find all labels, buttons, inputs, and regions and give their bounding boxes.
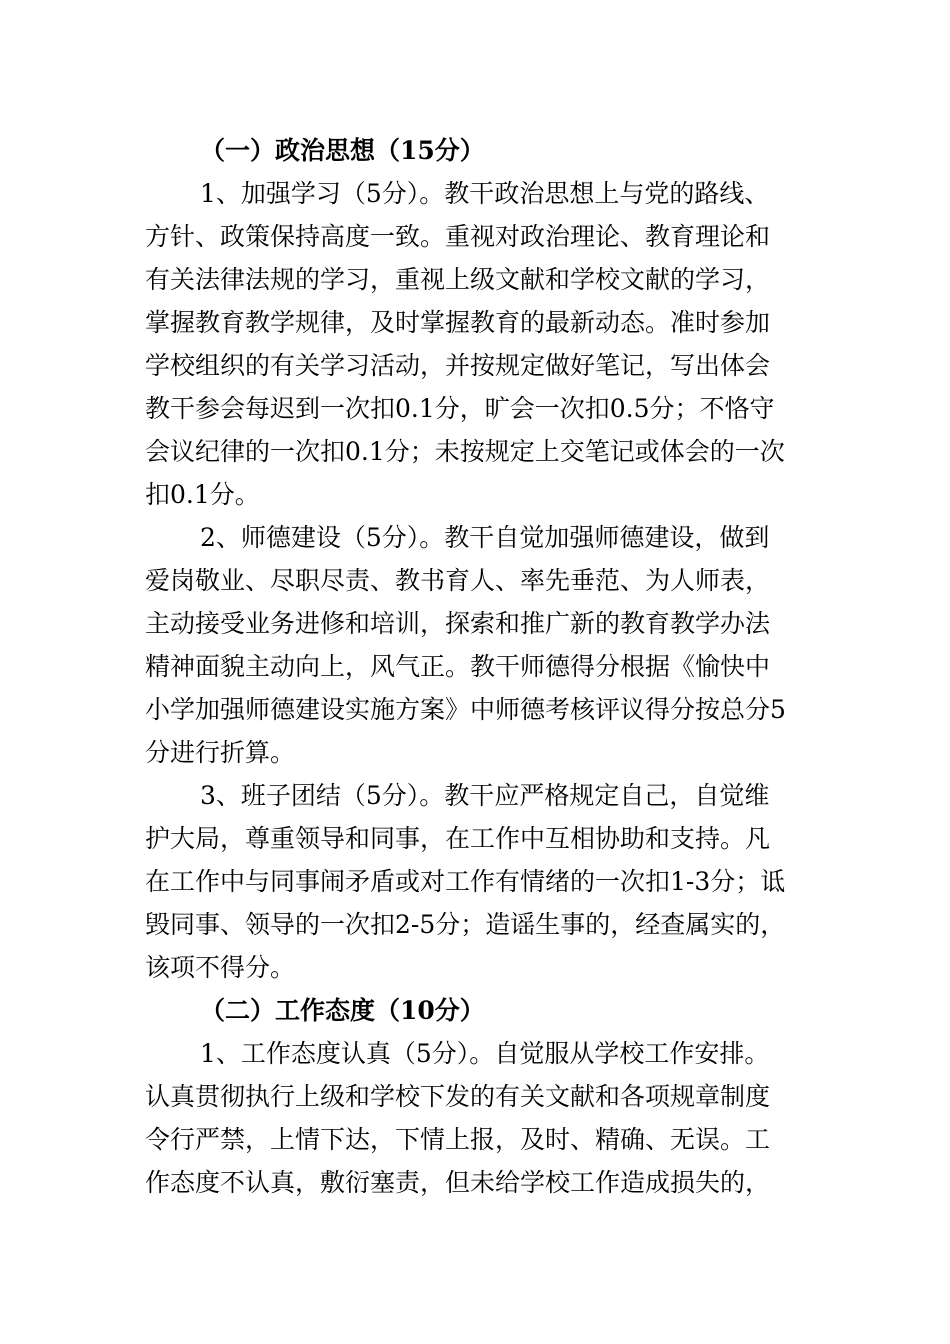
paragraph-line: 掌握教育教学规律，及时掌握教育的最新动态。准时参加 [145, 308, 771, 337]
paragraph-line: 该项不得分。 [145, 953, 296, 982]
section-heading-work-attitude: （二）工作态度（10分） [200, 996, 485, 1025]
paragraph-line: 爱岗敬业、尽职尽责、教书育人、率先垂范、为人师表， [145, 566, 771, 595]
paragraph-line: 令行严禁，上情下达，下情上报，及时、精确、无误。工 [145, 1125, 771, 1154]
paragraph-line: 1、工作态度认真（5分）。自觉服从学校工作安排。 [200, 1039, 770, 1068]
paragraph-line: 分进行折算。 [145, 738, 296, 767]
section-heading-political-thought: （一）政治思想（15分） [200, 136, 485, 165]
paragraph-line: 毁同事、领导的一次扣2-5分；造谣生事的，经查属实的， [145, 910, 786, 939]
paragraph-line: 小学加强师德建设实施方案》中师德考核评议得分按总分5 [145, 695, 786, 724]
paragraph-line: 扣0.1分。 [145, 480, 260, 509]
paragraph-line: 3、班子团结（5分）。教干应严格规定自己，自觉维 [200, 781, 770, 810]
paragraph-line: 学校组织的有关学习活动，并按规定做好笔记，写出体会 [145, 351, 771, 380]
paragraph-line: 认真贯彻执行上级和学校下发的有关文献和各项规章制度 [145, 1082, 771, 1111]
paragraph-line: 2、师德建设（5分）。教干自觉加强师德建设，做到 [200, 523, 770, 552]
paragraph-line: 方针、政策保持高度一致。重视对政治理论、教育理论和 [145, 222, 771, 251]
paragraph-line: 作态度不认真，敷衍塞责，但未给学校工作造成损失的， [145, 1168, 771, 1197]
paragraph-line: 会议纪律的一次扣0.1分；未按规定上交笔记或体会的一次 [145, 437, 785, 466]
paragraph-line: 有关法律法规的学习，重视上级文献和学校文献的学习， [145, 265, 771, 294]
paragraph-line: 精神面貌主动向上，风气正。教干师德得分根据《愉快中 [145, 652, 771, 681]
paragraph-line: 1、加强学习（5分）。教干政治思想上与党的路线、 [200, 179, 770, 208]
paragraph-line: 护大局，尊重领导和同事，在工作中互相协助和支持。凡 [145, 824, 771, 853]
paragraph-line: 主动接受业务进修和培训，探索和推广新的教育教学办法 [145, 609, 771, 638]
paragraph-line: 在工作中与同事闹矛盾或对工作有情绪的一次扣1-3分；诋 [145, 867, 786, 896]
paragraph-line: 教干参会每迟到一次扣0.1分，旷会一次扣0.5分；不恪守 [145, 394, 775, 423]
